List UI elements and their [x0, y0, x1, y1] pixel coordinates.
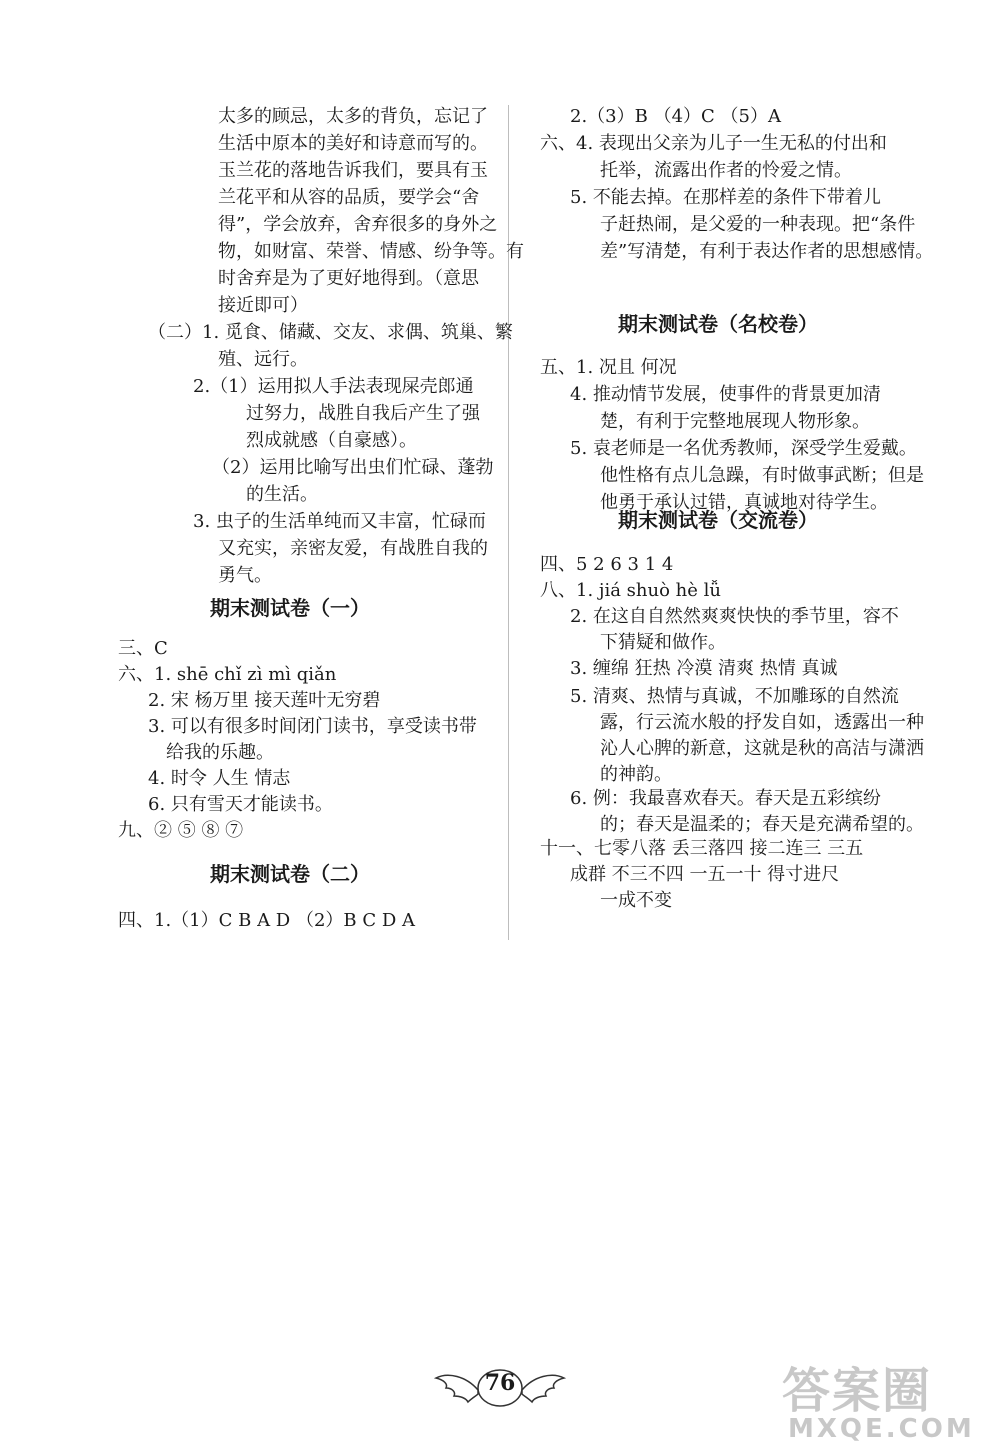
answer-line: 子赶热闹，是父爱的一种表现。把“条件: [600, 214, 916, 235]
answer-line: 2.（3）B （4）C （5）A: [570, 106, 781, 127]
answer-line: 勇气。: [218, 565, 272, 586]
watermark: [774, 1352, 998, 1444]
section-heading: 期末测试卷（一）: [210, 596, 370, 620]
answer-line: 楚，有利于完整地展现人物形象。: [600, 411, 870, 432]
answer-paragraph-line: 接近即可）: [218, 295, 308, 316]
answer-line: 八、1. jiá shuò hè lǚ: [540, 580, 721, 601]
answer-paragraph-line: 得”，学会放弃，舍弃很多的身外之: [218, 214, 498, 235]
answer-line: 5. 不能去掉。在那样差的条件下带着儿: [570, 187, 881, 208]
watermark-logo-text: 答案圈: [782, 1363, 933, 1419]
answer-line: 的神韵。: [600, 764, 672, 785]
answer-line: 2. 宋 杨万里 接天莲叶无穷碧: [148, 690, 381, 711]
answer-line: 4. 时令 人生 情志: [148, 768, 291, 789]
answer-line: 露，行云流水般的抒发自如，透露出一种: [600, 712, 924, 733]
answer-line: 五、1. 况且 何况: [540, 357, 677, 378]
answer-line: （2）运用比喻写出虫们忙碌、蓬勃: [212, 457, 494, 478]
page-number-badge: [430, 1358, 570, 1418]
answer-line: 一成不变: [600, 890, 672, 911]
watermark-url-text: MXQE.COM: [788, 1414, 975, 1444]
answer-line: 差”写清楚，有利于表达作者的思想感情。: [600, 241, 934, 262]
answer-line: 四、1.（1）C B A D （2）B C D A: [118, 910, 415, 931]
answer-line: 5. 清爽、热情与真诚，不加雕琢的自然流: [570, 686, 899, 707]
answer-line: 3. 虫子的生活单纯而又丰富，忙碌而: [193, 511, 486, 532]
section-heading: 期末测试卷（交流卷）: [618, 508, 818, 532]
answer-line: 的；春天是温柔的；春天是充满希望的。: [600, 814, 924, 835]
answer-line: 三、C: [118, 638, 168, 659]
answer-line: 九、② ⑤ ⑧ ⑦: [118, 820, 244, 841]
answer-line: 2. 在这自自然然爽爽快快的季节里，容不: [570, 606, 899, 627]
answer-paragraph-line: 时舍弃是为了更好地得到。（意思: [218, 268, 479, 289]
answer-line: 沁人心脾的新意，这就是秋的高洁与潇洒: [600, 738, 924, 759]
answer-line: 他性格有点儿急躁，有时做事武断；但是: [600, 465, 924, 486]
answer-line: 的生活。: [246, 484, 318, 505]
answer-line: 四、5 2 6 3 1 4: [540, 554, 674, 575]
answer-line: 2.（1）运用拟人手法表现屎壳郎通: [193, 376, 474, 397]
answer-line: 又充实，亲密友爱，有战胜自我的: [218, 538, 488, 559]
answer-line: 过努力，战胜自我后产生了强: [246, 403, 480, 424]
answer-line: 3. 可以有很多时间闭门读书，享受读书带: [148, 716, 477, 737]
answer-line: （二）1. 觅食、储藏、交友、求偶、筑巢、繁: [148, 322, 513, 343]
answer-paragraph-line: 物，如财富、荣誉、情感、纷争等。有: [218, 241, 524, 262]
answer-line: 给我的乐趣。: [166, 742, 274, 763]
column-divider: [508, 105, 509, 940]
answer-line: 烈成就感（自豪感）。: [246, 430, 417, 451]
answer-line: 成群 不三不四 一五一十 得寸进尺: [570, 864, 840, 885]
answer-line: 殖、远行。: [218, 349, 308, 370]
answer-paragraph-line: 玉兰花的落地告诉我们，要具有玉: [218, 160, 488, 181]
answer-line: 十一、七零八落 丢三落四 接二连三 三五: [540, 838, 864, 859]
section-heading: 期末测试卷（二）: [210, 862, 370, 886]
answer-line: 六、1. shē chǐ zì mì qiǎn: [118, 664, 337, 685]
answer-line: 托举，流露出作者的怜爱之情。: [600, 160, 852, 181]
answer-line: 5. 袁老师是一名优秀教师，深受学生爱戴。: [570, 438, 917, 459]
answer-line: 3. 缠绵 狂热 冷漠 清爽 热情 真诚: [570, 658, 838, 679]
answer-line: 六、4. 表现出父亲为儿子一生无私的付出和: [540, 133, 887, 154]
answer-line: 4. 推动情节发展，使事件的背景更加清: [570, 384, 881, 405]
answer-line: 6. 例：我最喜欢春天。春天是五彩缤纷: [570, 788, 881, 809]
section-heading: 期末测试卷（名校卷）: [618, 312, 818, 336]
page-number: 76: [484, 1370, 516, 1396]
answer-line: 6. 只有雪天才能读书。: [148, 794, 333, 815]
answer-line: 下猜疑和做作。: [600, 632, 726, 653]
answer-paragraph-line: 太多的顾忌，太多的背负，忘记了: [218, 106, 488, 127]
answer-paragraph-line: 兰花平和从容的品质，要学会“舍: [218, 187, 480, 208]
answer-paragraph-line: 生活中原本的美好和诗意而写的。: [218, 133, 488, 154]
answer-line: 他勇于承认过错，真诚地对待学生。: [600, 492, 888, 513]
